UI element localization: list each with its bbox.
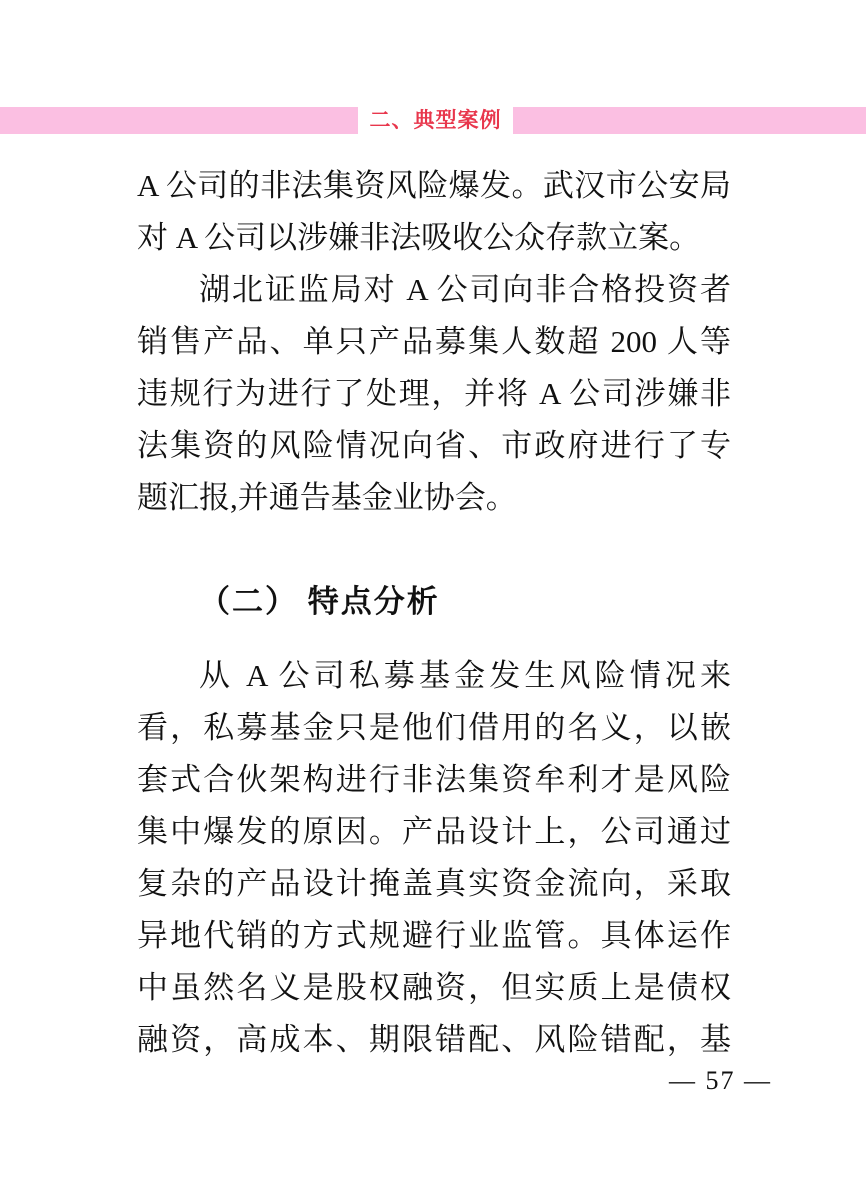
body-text bbox=[137, 160, 731, 1066]
text-line: 违规行为进行了处理，并将 A 公司涉嫌非 bbox=[137, 376, 731, 411]
page-number: — 57 — bbox=[669, 1066, 772, 1095]
text-line: 法集资的风险情况向省、市政府进行了专 bbox=[137, 428, 731, 463]
text-line: 异地代销的方式规避行业监管。具体运作 bbox=[137, 918, 731, 953]
text-line: 中虽然名义是股权融资，但实质上是债权 bbox=[137, 970, 731, 1005]
text-line: 从 A 公司私募基金发生风险情况来 bbox=[199, 658, 731, 693]
header-band-left bbox=[0, 107, 358, 134]
text-line: 复杂的产品设计掩盖真实资金流向，采取 bbox=[137, 866, 731, 901]
text-line: 融资，高成本、期限错配、风险错配，基 bbox=[137, 1022, 731, 1057]
text-line: 集中爆发的原因。产品设计上，公司通过 bbox=[137, 814, 731, 849]
text-line: 题汇报,并通告基金业协会。 bbox=[137, 480, 517, 515]
text-line: 套式合伙架构进行非法集资牟利才是风险 bbox=[137, 762, 731, 797]
text-line: 对 A 公司以涉嫌非法吸收公众存款立案。 bbox=[137, 220, 701, 255]
text-line: A 公司的非法集资风险爆发。武汉市公安局 bbox=[137, 168, 731, 203]
running-header-title: 二、典型案例 bbox=[369, 109, 502, 132]
section-heading: （二） 特点分析 bbox=[199, 584, 440, 619]
text-line: 看，私募基金只是他们借用的名义，以嵌 bbox=[137, 710, 731, 745]
text-line: 销售产品、单只产品募集人数超 200 人等 bbox=[137, 324, 731, 359]
text-line: 湖北证监局对 A 公司向非合格投资者 bbox=[199, 272, 731, 307]
header-band-right bbox=[513, 107, 866, 134]
